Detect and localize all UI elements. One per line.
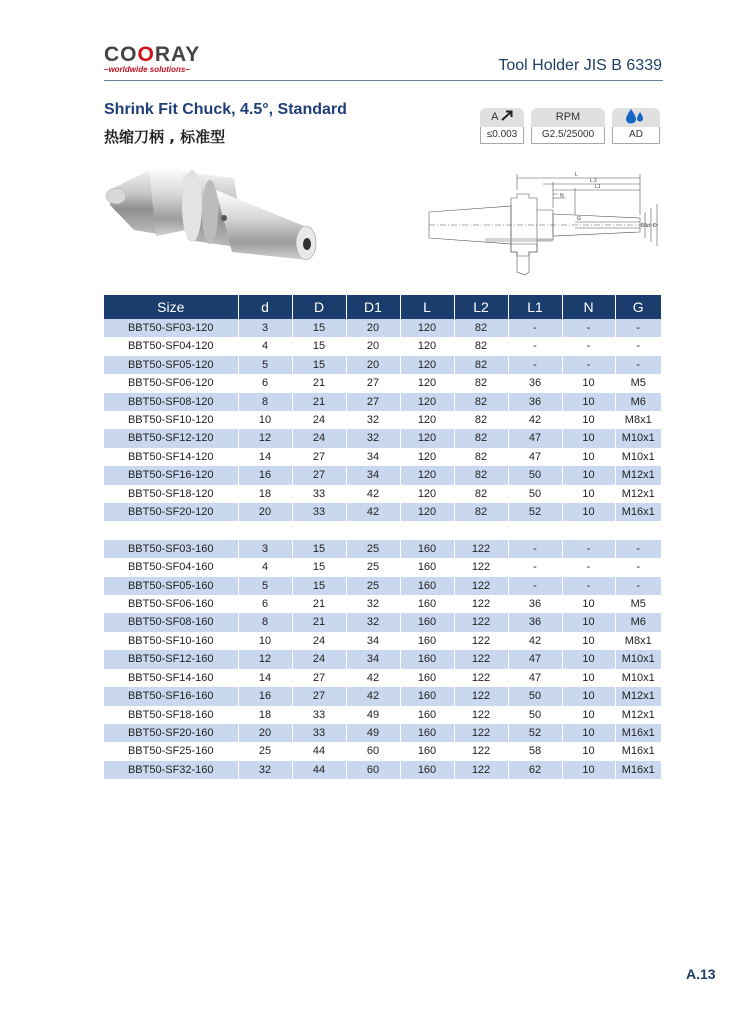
table-cell-size: BBT50-SF18-120 [104, 485, 238, 503]
table-cell-d: 24 [292, 411, 346, 429]
table-cell-n: 10 [562, 448, 615, 466]
table-cell-d1: 34 [346, 632, 400, 650]
table-cell-l1: - [508, 577, 562, 595]
table-cell-d: 6 [238, 595, 292, 613]
table-cell-d: 18 [238, 706, 292, 724]
table-cell-size: BBT50-SF12-120 [104, 429, 238, 447]
table-cell-d: 44 [292, 761, 346, 779]
table-cell-d1: 25 [346, 558, 400, 576]
table-cell-l: 160 [400, 558, 454, 576]
table-cell-d: 18 [238, 485, 292, 503]
table-cell-d: 15 [292, 356, 346, 374]
table-cell-n: 10 [562, 595, 615, 613]
table-row [104, 558, 661, 576]
table-row [104, 429, 661, 447]
table-cell-n: 10 [562, 669, 615, 687]
table-cell-d: 24 [292, 650, 346, 668]
spec-coolant-header [612, 108, 660, 127]
header-divider [104, 80, 663, 81]
table-cell-size: BBT50-SF04-120 [104, 337, 238, 355]
table-row [104, 650, 661, 668]
table-cell-l1: - [508, 337, 562, 355]
table-cell-d: 12 [238, 429, 292, 447]
table-cell-l: 160 [400, 724, 454, 742]
tagline-text: –worldwide solutions– [104, 65, 190, 74]
table-cell-d: 15 [292, 577, 346, 595]
table-cell-size: BBT50-SF08-160 [104, 613, 238, 631]
table-cell-g: M5 [615, 595, 661, 613]
table-cell-n: - [562, 356, 615, 374]
table-cell-d: 15 [292, 319, 346, 337]
table-cell-l2: 82 [454, 429, 508, 447]
table-cell-size: BBT50-SF12-160 [104, 650, 238, 668]
product-title-chinese: 热缩刀柄 , 标准型 [104, 128, 226, 146]
logo-letter: O [120, 43, 138, 66]
table-cell-l1: 47 [508, 650, 562, 668]
table-cell-d: 15 [292, 337, 346, 355]
table-cell-g: - [615, 319, 661, 337]
spec-coolant-value: AD [612, 127, 660, 144]
arrow-up-right-icon [501, 110, 513, 121]
table-cell-l2: 122 [454, 595, 508, 613]
table-cell-size: BBT50-SF03-160 [104, 540, 238, 558]
logo-letter: C [104, 43, 121, 66]
table-cell-d: 8 [238, 393, 292, 411]
table-cell-d1: 60 [346, 742, 400, 760]
table-cell-n: 10 [562, 466, 615, 484]
table-cell-d: 8 [238, 613, 292, 631]
table-row [104, 687, 661, 705]
table-cell-d: 10 [238, 411, 292, 429]
table-cell-g: - [615, 337, 661, 355]
table-cell-d: 44 [292, 742, 346, 760]
table-cell-l: 160 [400, 595, 454, 613]
spec-table [104, 295, 661, 779]
table-cell-l1: 52 [508, 724, 562, 742]
column-header-D1: D1 [346, 295, 400, 319]
table-cell-d: 14 [238, 448, 292, 466]
table-cell-size: BBT50-SF08-120 [104, 393, 238, 411]
table-cell-l2: 122 [454, 761, 508, 779]
table-cell-d: 27 [292, 466, 346, 484]
drawing-label-d: d [647, 223, 650, 229]
table-cell-d: 27 [292, 448, 346, 466]
brand-logo [104, 43, 219, 75]
table-row [104, 632, 661, 650]
product-title: Shrink Fit Chuck, 4.5°, Standard [104, 101, 347, 118]
table-cell-d: 5 [238, 577, 292, 595]
table-row [104, 448, 661, 466]
spec-runout-header [480, 108, 524, 127]
spec-coolant [612, 108, 660, 144]
table-cell-l1: 36 [508, 595, 562, 613]
page-header-title: Tool Holder JIS B 6339 [498, 57, 662, 74]
table-cell-l2: 82 [454, 374, 508, 392]
table-cell-l: 120 [400, 374, 454, 392]
table-cell-d: 25 [238, 742, 292, 760]
table-cell-d: 14 [238, 669, 292, 687]
table-cell-l: 160 [400, 540, 454, 558]
table-cell-l1: 36 [508, 613, 562, 631]
table-row [104, 503, 661, 521]
table-row [104, 411, 661, 429]
table-cell-l: 120 [400, 503, 454, 521]
spec-rpm [531, 108, 605, 144]
table-cell-l1: 62 [508, 761, 562, 779]
table-cell-g: M5 [615, 374, 661, 392]
table-cell-d1: 42 [346, 687, 400, 705]
drawing-label-N: N [560, 193, 564, 199]
table-cell-d: 21 [292, 595, 346, 613]
table-cell-l1: 42 [508, 632, 562, 650]
table-cell-d: 12 [238, 650, 292, 668]
table-row [104, 669, 661, 687]
table-row [104, 613, 661, 631]
table-cell-l: 160 [400, 687, 454, 705]
table-cell-d1: 34 [346, 448, 400, 466]
table-cell-g: M16x1 [615, 761, 661, 779]
table-cell-l1: - [508, 319, 562, 337]
table-cell-l1: 47 [508, 448, 562, 466]
table-cell-n: 10 [562, 613, 615, 631]
table-cell-g: - [615, 558, 661, 576]
table-cell-l2: 122 [454, 687, 508, 705]
product-photo [104, 160, 320, 282]
table-cell-n: 10 [562, 503, 615, 521]
table-cell-d: 32 [238, 761, 292, 779]
logo-letter: R [154, 43, 172, 66]
table-cell-d1: 32 [346, 411, 400, 429]
table-row [104, 319, 661, 337]
drawing-label-L: L [575, 172, 578, 178]
table-cell-l2: 82 [454, 503, 508, 521]
table-cell-l2: 82 [454, 448, 508, 466]
table-cell-d: 33 [292, 706, 346, 724]
table-cell-d: 16 [238, 687, 292, 705]
table-cell-l2: 82 [454, 485, 508, 503]
table-cell-g: M12x1 [615, 706, 661, 724]
table-cell-l1: 36 [508, 393, 562, 411]
table-cell-g: - [615, 577, 661, 595]
table-cell-d1: 25 [346, 577, 400, 595]
table-cell-l: 120 [400, 337, 454, 355]
table-cell-l1: 50 [508, 687, 562, 705]
table-row [104, 761, 661, 779]
table-cell-l1: 58 [508, 742, 562, 760]
table-cell-l: 120 [400, 485, 454, 503]
table-cell-n: 10 [562, 724, 615, 742]
table-cell-d1: 49 [346, 724, 400, 742]
table-cell-d: 15 [292, 558, 346, 576]
table-row [104, 337, 661, 355]
table-cell-g: M12x1 [615, 687, 661, 705]
table-cell-g: M6 [615, 613, 661, 631]
table-cell-g: - [615, 356, 661, 374]
table-cell-d1: 60 [346, 761, 400, 779]
drawing-label-D1: D1 [641, 223, 648, 229]
column-header-L2: L2 [454, 295, 508, 319]
table-cell-n: 10 [562, 411, 615, 429]
table-cell-d: 21 [292, 393, 346, 411]
table-header-row [104, 295, 661, 319]
table-cell-size: BBT50-SF16-120 [104, 466, 238, 484]
table-cell-l2: 122 [454, 706, 508, 724]
column-header-L: L [400, 295, 454, 319]
logo-letter: A [171, 43, 186, 66]
table-cell-d: 21 [292, 374, 346, 392]
table-cell-size: BBT50-SF10-120 [104, 411, 238, 429]
table-cell-d1: 34 [346, 466, 400, 484]
table-row [104, 742, 661, 760]
spec-runout-label: A [491, 111, 498, 123]
table-cell-g: M6 [615, 393, 661, 411]
table-cell-d1: 20 [346, 319, 400, 337]
spec-runout-value: ≤0.003 [480, 127, 524, 144]
table-cell-l2: 82 [454, 466, 508, 484]
table-row [104, 706, 661, 724]
table-cell-size: BBT50-SF05-160 [104, 577, 238, 595]
table-cell-l: 160 [400, 742, 454, 760]
table-cell-l: 120 [400, 429, 454, 447]
table-cell-l1: 42 [508, 411, 562, 429]
table-cell-d1: 42 [346, 485, 400, 503]
table-cell-size: BBT50-SF18-160 [104, 706, 238, 724]
table-cell-l: 160 [400, 632, 454, 650]
table-cell-g: M10x1 [615, 429, 661, 447]
column-header-L1: L1 [508, 295, 562, 319]
table-cell-d: 3 [238, 319, 292, 337]
table-cell-n: 10 [562, 761, 615, 779]
table-cell-d: 20 [238, 503, 292, 521]
table-cell-l1: - [508, 540, 562, 558]
table-cell-n: 10 [562, 374, 615, 392]
table-cell-l: 120 [400, 466, 454, 484]
table-cell-n: 10 [562, 485, 615, 503]
table-cell-d1: 42 [346, 503, 400, 521]
column-header-G: G [615, 295, 661, 319]
table-cell-l: 160 [400, 669, 454, 687]
table-cell-d1: 20 [346, 356, 400, 374]
table-cell-l1: 50 [508, 485, 562, 503]
table-cell-d1: 49 [346, 706, 400, 724]
table-cell-d: 33 [292, 503, 346, 521]
table-cell-l2: 122 [454, 558, 508, 576]
table-cell-l2: 122 [454, 650, 508, 668]
table-cell-d: 4 [238, 558, 292, 576]
table-cell-l: 120 [400, 411, 454, 429]
table-cell-d1: 25 [346, 540, 400, 558]
column-header-d: d [238, 295, 292, 319]
table-cell-l2: 122 [454, 540, 508, 558]
table-cell-l: 160 [400, 706, 454, 724]
logo-letter: Y [185, 43, 201, 66]
table-cell-l2: 82 [454, 356, 508, 374]
table-cell-l1: 50 [508, 466, 562, 484]
logo-text [104, 43, 200, 67]
table-cell-d: 27 [292, 669, 346, 687]
table-row [104, 485, 661, 503]
drawing-label-L2: L 2 [590, 178, 597, 184]
table-cell-g: M12x1 [615, 485, 661, 503]
table-cell-l: 160 [400, 577, 454, 595]
table-cell-d: 3 [238, 540, 292, 558]
table-row [104, 374, 661, 392]
table-row [104, 466, 661, 484]
table-cell-size: BBT50-SF32-160 [104, 761, 238, 779]
table-row [104, 595, 661, 613]
column-header-D: D [292, 295, 346, 319]
table-body [104, 319, 661, 779]
table-cell-l2: 122 [454, 742, 508, 760]
technical-drawing [425, 160, 665, 280]
table-cell-d1: 27 [346, 393, 400, 411]
table-cell-g: M8x1 [615, 411, 661, 429]
drawing-label-D: D [653, 223, 657, 229]
table-cell-n: - [562, 319, 615, 337]
table-cell-n: - [562, 558, 615, 576]
table-cell-d1: 27 [346, 374, 400, 392]
column-header-N: N [562, 295, 615, 319]
table-cell-g: M10x1 [615, 448, 661, 466]
table-cell-l2: 122 [454, 724, 508, 742]
table-cell-g: M10x1 [615, 650, 661, 668]
drawing-label-G: G [577, 216, 581, 222]
table-cell-d1: 32 [346, 595, 400, 613]
table-cell-n: - [562, 577, 615, 595]
table-cell-l2: 82 [454, 393, 508, 411]
table-cell-l1: - [508, 356, 562, 374]
table-cell-size: BBT50-SF14-120 [104, 448, 238, 466]
table-row [104, 724, 661, 742]
table-cell-d1: 20 [346, 337, 400, 355]
table-cell-n: 10 [562, 632, 615, 650]
table-cell-d: 6 [238, 374, 292, 392]
table-cell-l2: 122 [454, 613, 508, 631]
table-cell-n: 10 [562, 742, 615, 760]
table-cell-g: - [615, 540, 661, 558]
table-cell-d: 10 [238, 632, 292, 650]
page-number: A.13 [686, 966, 716, 982]
table-cell-g: M10x1 [615, 669, 661, 687]
table-cell-d: 33 [292, 485, 346, 503]
group-spacer-row [104, 521, 661, 539]
column-header-size: Size [104, 295, 238, 319]
table-cell-size: BBT50-SF25-160 [104, 742, 238, 760]
table-cell-l: 120 [400, 319, 454, 337]
table-cell-size: BBT50-SF10-160 [104, 632, 238, 650]
table-cell-l: 160 [400, 650, 454, 668]
table-cell-n: 10 [562, 687, 615, 705]
spacer-cell [104, 521, 661, 539]
table-cell-l2: 122 [454, 577, 508, 595]
table-cell-l2: 82 [454, 337, 508, 355]
drawing-label-L1: L1 [595, 184, 601, 190]
coolant-drops-icon [625, 108, 647, 124]
table-cell-d: 5 [238, 356, 292, 374]
table-cell-d: 16 [238, 466, 292, 484]
table-row [104, 393, 661, 411]
table-cell-d1: 34 [346, 650, 400, 668]
table-cell-l1: 50 [508, 706, 562, 724]
table-cell-l: 120 [400, 448, 454, 466]
table-cell-l1: 52 [508, 503, 562, 521]
table-cell-l: 160 [400, 613, 454, 631]
table-cell-l2: 82 [454, 319, 508, 337]
spec-runout [480, 108, 524, 144]
table-cell-size: BBT50-SF14-160 [104, 669, 238, 687]
table-cell-size: BBT50-SF20-160 [104, 724, 238, 742]
table-cell-size: BBT50-SF20-120 [104, 503, 238, 521]
table-cell-size: BBT50-SF06-120 [104, 374, 238, 392]
spec-rpm-header: RPM [531, 108, 605, 127]
table-cell-size: BBT50-SF05-120 [104, 356, 238, 374]
table-cell-size: BBT50-SF03-120 [104, 319, 238, 337]
table-cell-n: 10 [562, 706, 615, 724]
table-cell-g: M8x1 [615, 632, 661, 650]
table-cell-size: BBT50-SF04-160 [104, 558, 238, 576]
table-cell-d1: 32 [346, 429, 400, 447]
table-cell-l2: 122 [454, 632, 508, 650]
table-cell-l1: 47 [508, 669, 562, 687]
table-cell-g: M16x1 [615, 742, 661, 760]
table-row [104, 540, 661, 558]
spec-rpm-value: G2.5/25000 [531, 127, 605, 144]
table-cell-n: - [562, 337, 615, 355]
table-cell-l2: 82 [454, 411, 508, 429]
table-cell-l: 120 [400, 393, 454, 411]
table-cell-d: 27 [292, 687, 346, 705]
table-cell-n: 10 [562, 429, 615, 447]
table-row [104, 577, 661, 595]
table-cell-n: 10 [562, 393, 615, 411]
table-cell-l1: 36 [508, 374, 562, 392]
table-cell-d: 21 [292, 613, 346, 631]
table-cell-g: M12x1 [615, 466, 661, 484]
logo-tagline [104, 65, 190, 74]
table-cell-n: - [562, 540, 615, 558]
table-cell-l2: 122 [454, 669, 508, 687]
table-cell-size: BBT50-SF16-160 [104, 687, 238, 705]
logo-letter: O [137, 43, 155, 66]
table-row [104, 356, 661, 374]
table-cell-size: BBT50-SF06-160 [104, 595, 238, 613]
table-cell-d: 4 [238, 337, 292, 355]
table-cell-l1: - [508, 558, 562, 576]
table-cell-n: 10 [562, 650, 615, 668]
table-cell-d1: 32 [346, 613, 400, 631]
table-cell-d: 33 [292, 724, 346, 742]
table-cell-g: M16x1 [615, 503, 661, 521]
table-cell-d: 15 [292, 540, 346, 558]
table-cell-d: 20 [238, 724, 292, 742]
table-cell-l: 120 [400, 356, 454, 374]
table-cell-d: 24 [292, 429, 346, 447]
table-cell-d1: 42 [346, 669, 400, 687]
table-cell-g: M16x1 [615, 724, 661, 742]
table-cell-d: 24 [292, 632, 346, 650]
table-cell-l: 160 [400, 761, 454, 779]
table-cell-l1: 47 [508, 429, 562, 447]
